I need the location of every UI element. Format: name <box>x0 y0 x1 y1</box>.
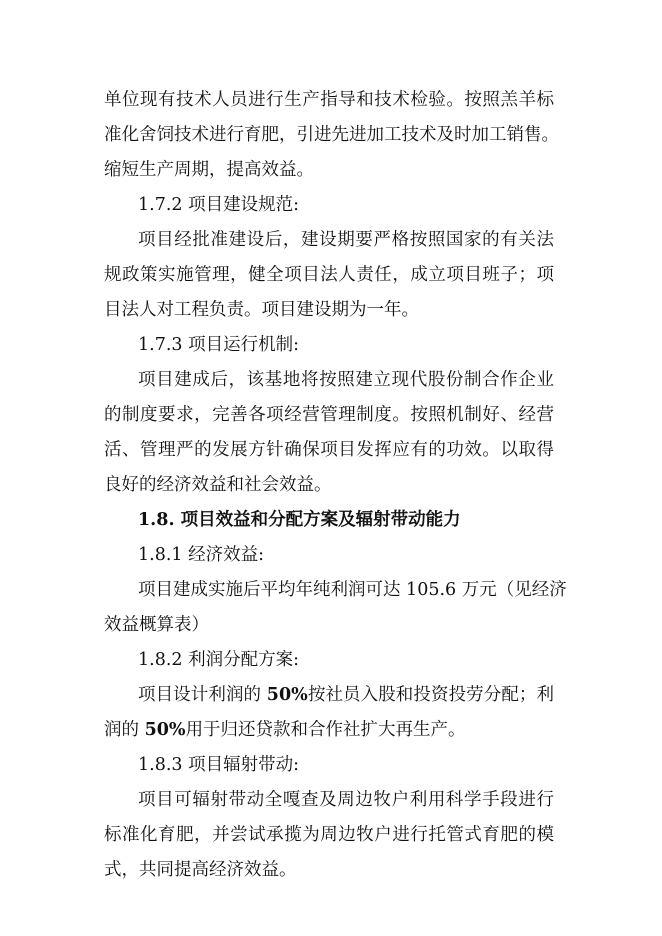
section-heading-1-7-2: 1.7.2 项目建设规范: <box>138 195 299 215</box>
section-heading-1-8-1: 1.8.1 经济效益: <box>138 545 264 565</box>
paragraph-line: 活、管理严的发展方针确保项目发挥应有的功效。以取得 <box>104 440 554 460</box>
paragraph-line: 的制度要求，完善各项经营管理制度。按照机制好、经营 <box>104 405 554 425</box>
paragraph-line: 准化舍饲技术进行育肥，引进先进加工技术及时加工销售。 <box>104 125 559 145</box>
paragraph-line: 规政策实施管理，健全项目法人责任，成立项目班子；项 <box>104 265 554 285</box>
paragraph-line: 良好的经济效益和社会效益。 <box>104 475 332 495</box>
paragraph-line <box>138 687 554 705</box>
paragraph-line: 单位现有技术人员进行生产指导和技术检验。按照羔羊标 <box>104 90 554 110</box>
paragraph-line: 标准化育肥，并尝试承揽为周边牧户进行托管式育肥的模 <box>104 825 554 845</box>
paragraph-line: 项目可辐射带动全嘎查及周边牧户利用科学手段进行 <box>138 790 554 810</box>
paragraph-line: 缩短生产周期，提高效益。 <box>104 160 314 180</box>
paragraph-line: 项目建成实施后平均年纯利润可达 105.6 万元（见经济 <box>138 580 567 600</box>
percent-value: 50% <box>144 720 186 740</box>
section-heading-1-8-2: 1.8.2 利润分配方案: <box>138 650 299 670</box>
section-heading-1-8: 1.8. 项目效益和分配方案及辐射带动能力 <box>138 510 461 530</box>
section-heading-1-7-3: 1.7.3 项目运行机制: <box>138 335 299 355</box>
paragraph-line: 效益概算表） <box>104 615 209 635</box>
text-run: 用于归还贷款和合作社扩大再生产。 <box>185 720 466 740</box>
text-run: 按社员入股和投资投劳分配；利 <box>307 685 555 705</box>
paragraph-line: 式，共同提高经济效益。 <box>104 860 297 880</box>
paragraph-line <box>104 722 554 740</box>
percent-value: 50% <box>266 685 308 705</box>
text-run: 润的 <box>104 720 145 740</box>
section-heading-1-8-3: 1.8.3 项目辐射带动: <box>138 755 299 775</box>
paragraph-line: 项目建成后，该基地将按照建立现代股份制合作企业 <box>138 370 554 390</box>
paragraph-line: 目法人对工程负责。项目建设期为一年。 <box>104 300 419 320</box>
text-run: 项目设计利润的 <box>138 685 267 705</box>
paragraph-line: 项目经批准建设后，建设期要严格按照国家的有关法 <box>138 230 554 250</box>
